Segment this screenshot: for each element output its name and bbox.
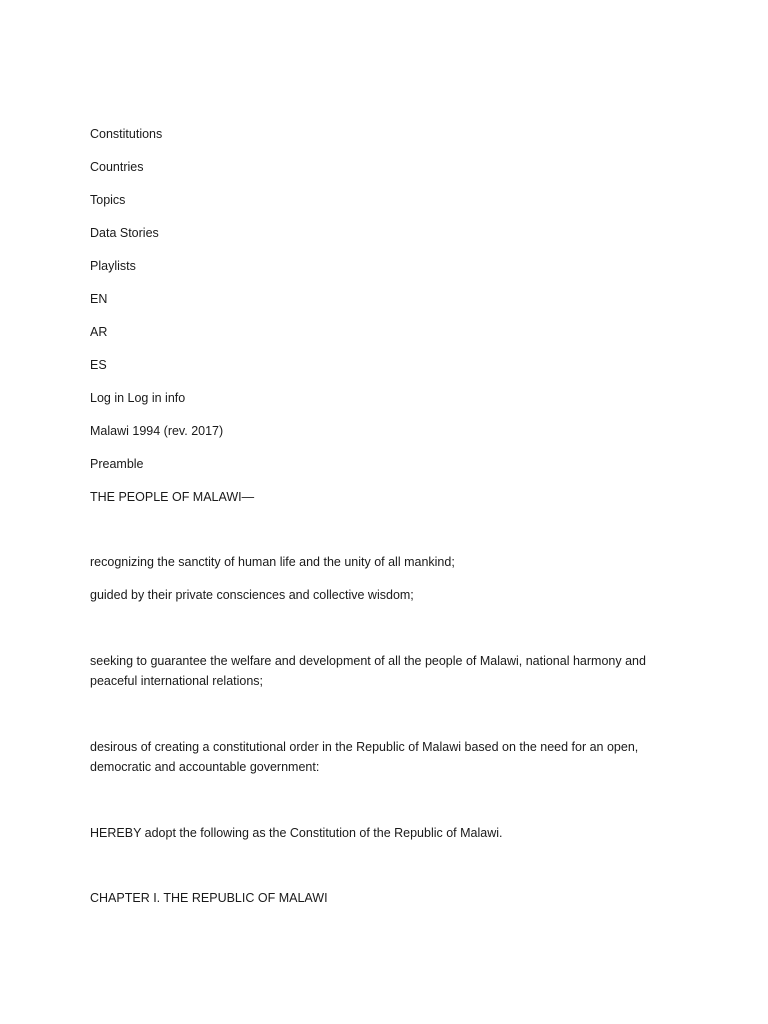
preamble-clause: HEREBY adopt the following as the Constitution of the Republic of Malawi. — [90, 826, 503, 840]
nav-constitutions-link[interactable]: Constitutions — [90, 127, 163, 141]
nav-playlists-link[interactable]: Playlists — [90, 259, 136, 273]
login-link[interactable]: Log in Log in info — [90, 391, 186, 405]
chapter-heading: CHAPTER I. THE REPUBLIC OF MALAWI — [90, 891, 328, 905]
preamble-clause: seeking to guarantee the welfare and development of all the people of Malawi, national harmony and peaceful international relations; — [90, 654, 646, 688]
preamble-clause: guided by their private consciences and collective wisdom; — [90, 588, 414, 602]
nav-countries-link[interactable]: Countries — [90, 160, 144, 174]
language-ar-link[interactable]: AR — [90, 325, 108, 339]
document-title: Malawi 1994 (rev. 2017) — [90, 424, 224, 438]
nav-topics-link[interactable]: Topics — [90, 193, 126, 207]
preamble-clause: recognizing the sanctity of human life and the unity of all mankind; — [90, 555, 455, 569]
preamble-intro: THE PEOPLE OF MALAWI— — [90, 490, 255, 504]
language-es-link[interactable]: ES — [90, 358, 107, 372]
section-heading: Preamble — [90, 457, 144, 471]
language-en-link[interactable]: EN — [90, 292, 108, 306]
nav-data-stories-link[interactable]: Data Stories — [90, 226, 159, 240]
preamble-clause: desirous of creating a constitutional order in the Republic of Malawi based on the need for an open, democratic and accountable government: — [90, 740, 639, 774]
